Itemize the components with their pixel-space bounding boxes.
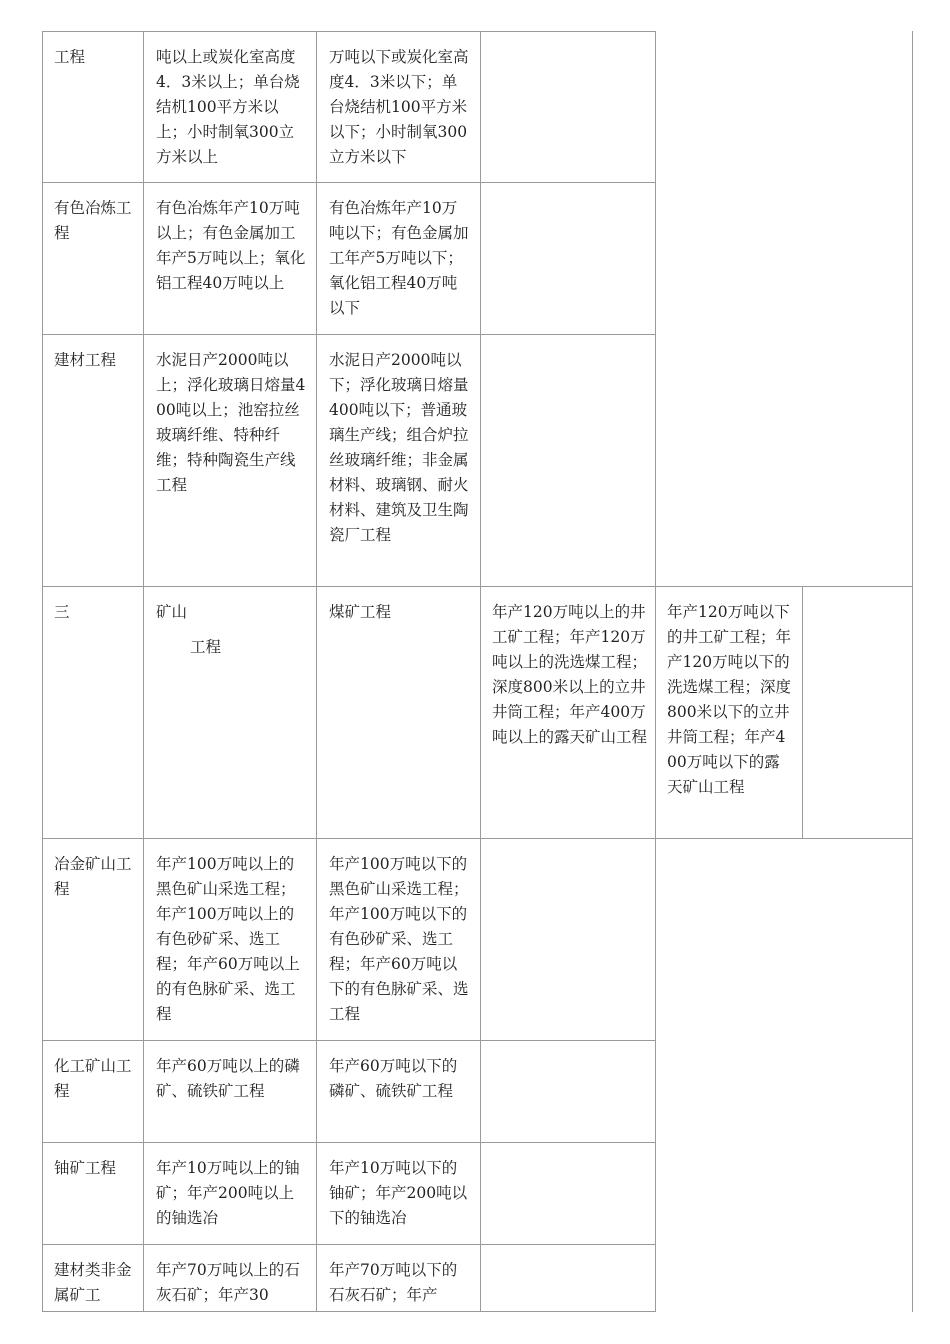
table-rule (480, 31, 481, 1312)
category-cell: 工程 (54, 48, 86, 66)
category-cell: 有色冶炼工程 (54, 199, 132, 242)
category-cell: 建材类非金属矿工 (54, 1261, 132, 1304)
large-scale-cell: 吨以上或炭化室高度4．3米以上；单台烧结机100平方米以上；小时制氧300立方米以上 (156, 48, 300, 166)
table-rule (655, 31, 656, 1312)
section-number-cell: 三 (54, 603, 70, 621)
table-rule (316, 31, 317, 1312)
table-rule (42, 586, 913, 587)
table-rule (42, 838, 913, 839)
medium-scale-cell: 万吨以下或炭化室高度4．3米以下；单台烧结机100平方米以下；小时制氧300立方米以下 (329, 48, 469, 166)
table-rule (912, 31, 913, 1312)
large-scale-cell: 有色冶炼年产10万吨以上；有色金属加工年产5万吨以上；氧化铝工程40万吨以上 (156, 199, 306, 292)
category-cell: 铀矿工程 (54, 1159, 117, 1177)
category-cell: 煤矿工程 (329, 603, 392, 621)
medium-scale-cell: 年产100万吨以下的黑色矿山采选工程；年产100万吨以下的有色砂矿采、选工程；年产60万吨以下的有色脉矿采、选工程 (329, 855, 469, 1023)
large-scale-cell: 年产60万吨以上的磷矿、硫铁矿工程 (156, 1057, 300, 1100)
table-rule (42, 31, 43, 1312)
medium-scale-cell: 年产60万吨以下的磷矿、硫铁矿工程 (329, 1057, 458, 1100)
medium-scale-cell: 有色冶炼年产10万吨以下；有色金属加工年产5万吨以下；氧化铝工程40万吨以下 (329, 199, 469, 317)
category-cell: 建材工程 (54, 351, 117, 369)
medium-scale-cell: 年产70万吨以下的石灰石矿；年产 (329, 1261, 458, 1304)
large-scale-cell: 年产120万吨以上的井工矿工程；年产120万吨以上的洗选煤工程；深度800米以上的立井井筒工程；年产400万吨以上的露天矿山工程 (492, 603, 648, 746)
field-cell-line1: 矿山 (156, 603, 188, 621)
table-rule (42, 1040, 656, 1041)
large-scale-cell: 水泥日产2000吨以上；浮化玻璃日熔量400吨以上；池窑拉丝玻璃纤维、特种纤维；特种陶瓷生产线工程 (156, 351, 306, 494)
category-cell: 化工矿山工程 (54, 1057, 132, 1100)
medium-scale-cell: 年产120万吨以下的井工矿工程；年产120万吨以下的洗选煤工程；深度800米以下的立井井筒工程；年产400万吨以下的露天矿山工程 (667, 603, 792, 796)
table-rule (42, 31, 656, 32)
table-rule (42, 334, 656, 335)
large-scale-cell: 年产70万吨以上的石灰石矿；年产30 (156, 1261, 300, 1304)
field-cell-line2: 工程 (190, 638, 222, 656)
medium-scale-cell: 水泥日产2000吨以下；浮化玻璃日熔量400吨以下；普通玻璃生产线；组合炉拉丝玻璃纤维；非金属材料、玻璃钢、耐火材料、建筑及卫生陶瓷厂工程 (329, 351, 469, 544)
large-scale-cell: 年产10万吨以上的铀矿；年产200吨以上的铀选冶 (156, 1159, 300, 1227)
table-rule (802, 586, 803, 839)
table-rule (42, 1142, 656, 1143)
table-rule (42, 1311, 656, 1312)
category-cell: 冶金矿山工程 (54, 855, 132, 898)
table-rule (42, 1244, 656, 1245)
table-rule (143, 31, 144, 1312)
large-scale-cell: 年产100万吨以上的黑色矿山采选工程；年产100万吨以上的有色砂矿采、选工程；年产60万吨以上的有色脉矿采、选工程 (156, 855, 300, 1023)
medium-scale-cell: 年产10万吨以下的铀矿；年产200吨以下的铀选冶 (329, 1159, 468, 1227)
table-rule (42, 182, 656, 183)
